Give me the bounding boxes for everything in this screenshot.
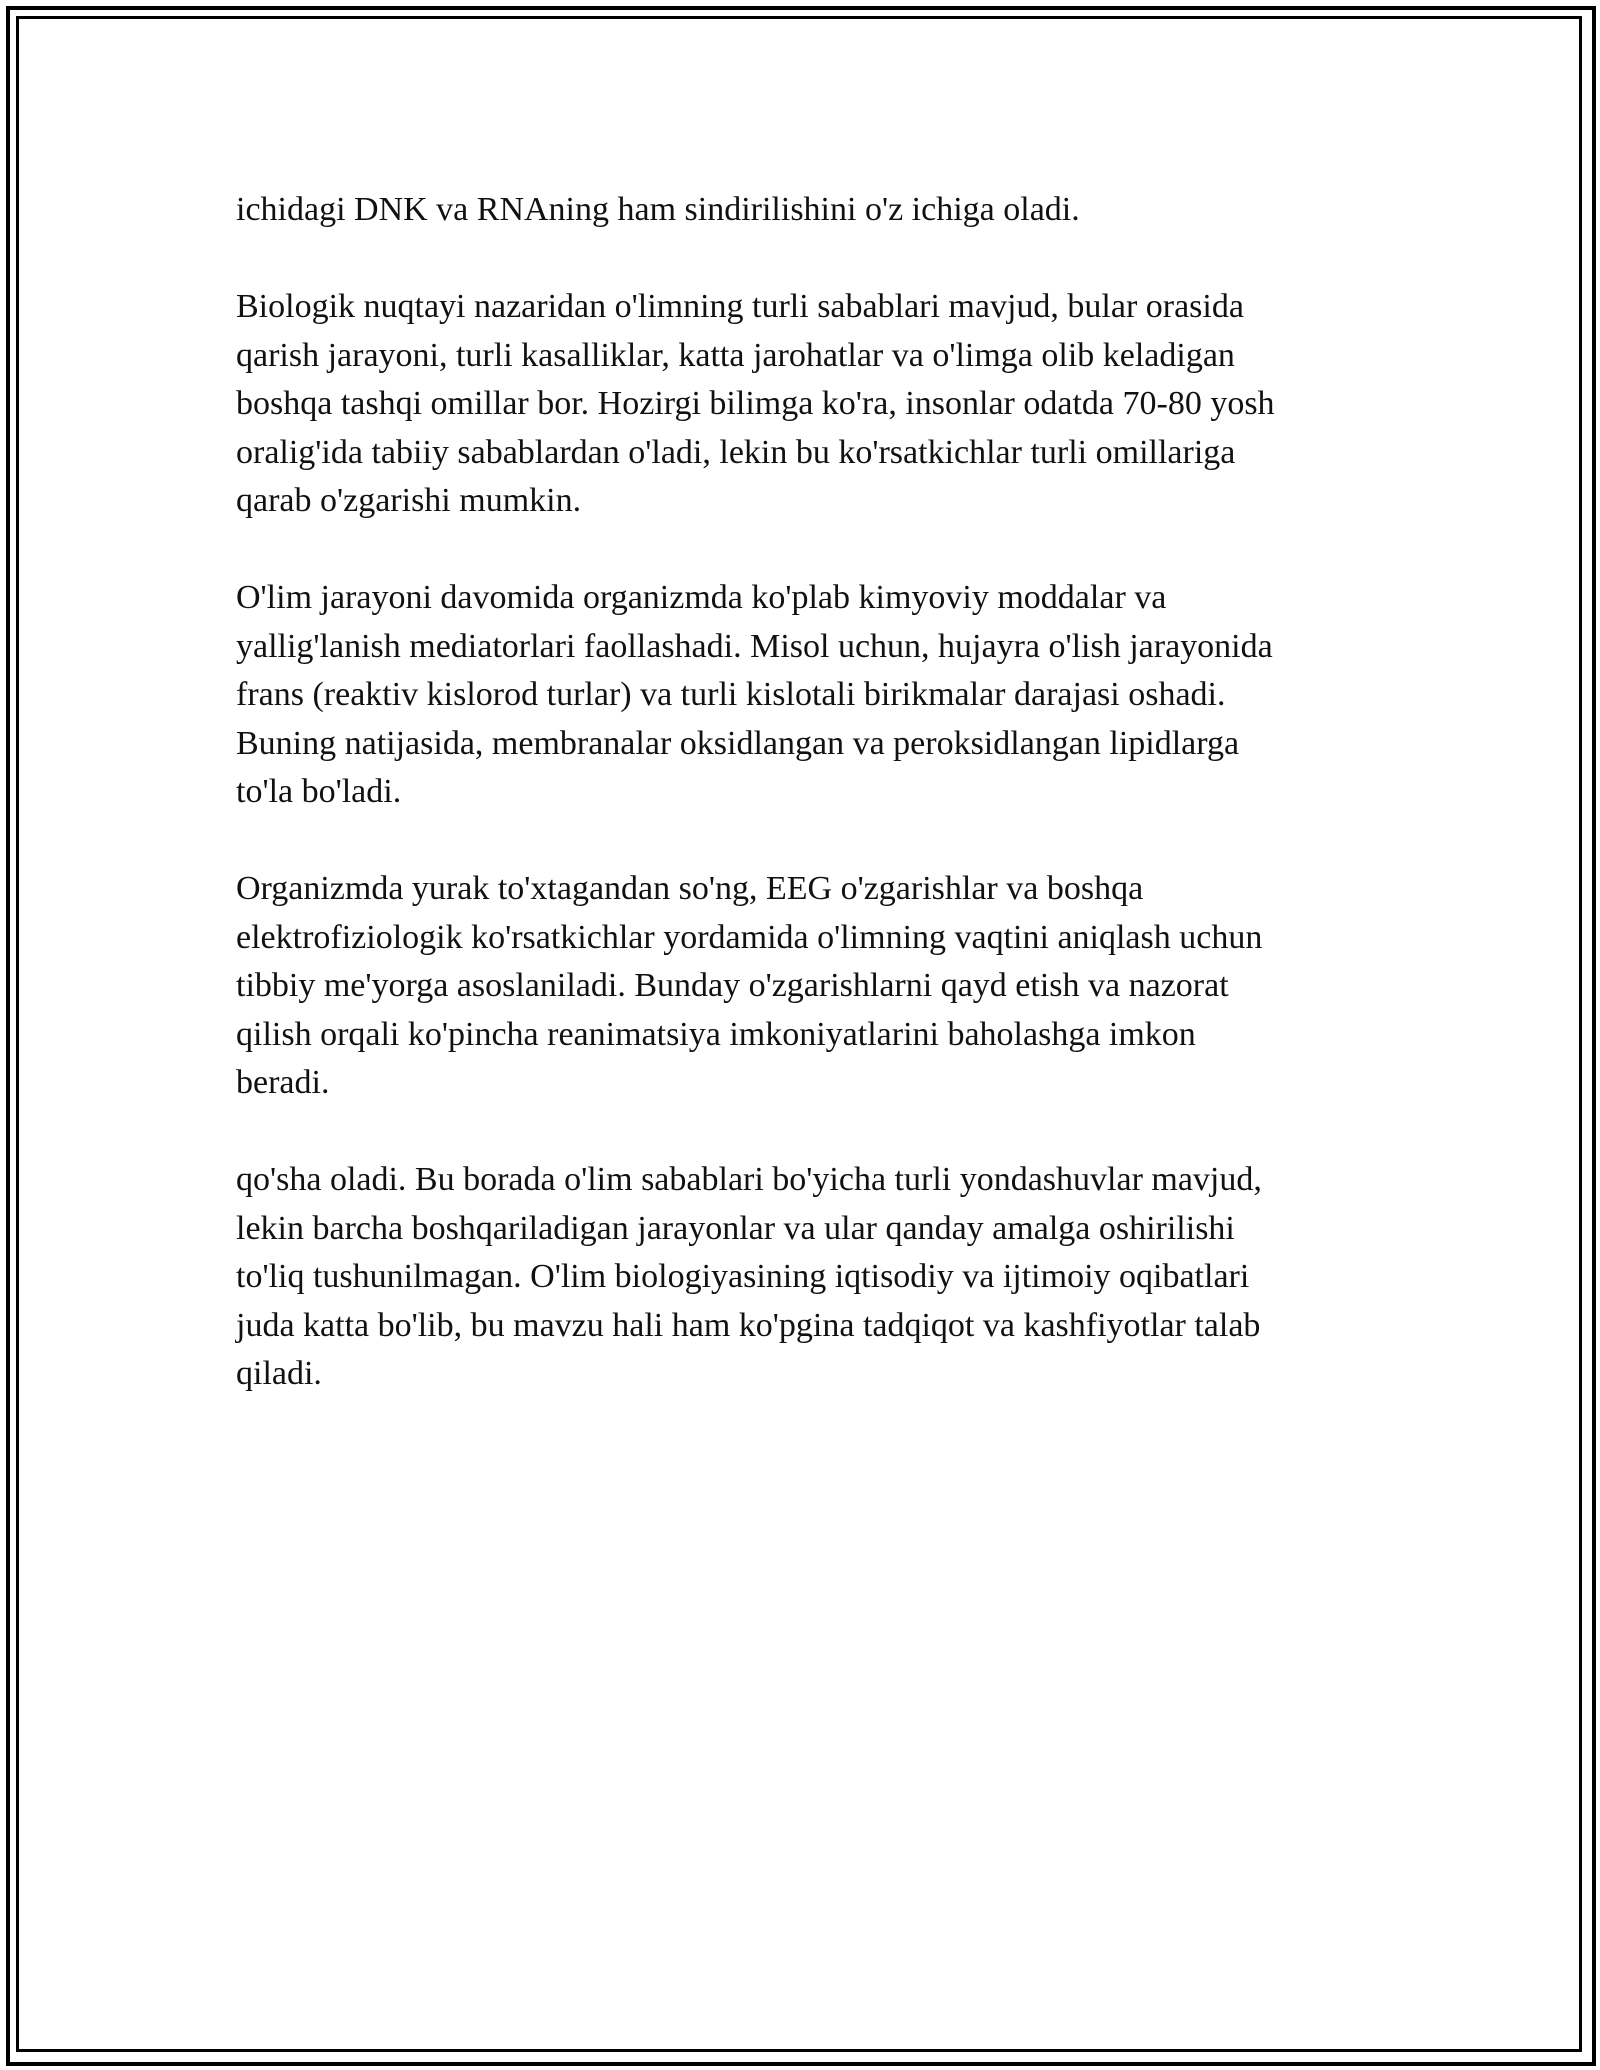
text-line: lekin barcha boshqariladigan jarayonlar va ular qanday amalga oshirilishi: [236, 1209, 1235, 1247]
text-line: O'lim jarayoni davomida organizmda ko'plab kimyoviy moddalar va: [236, 579, 1167, 616]
text-line: qo'sha oladi. Bu borada o'lim sabablari bo'yicha turli yondashuvlar mavjud,: [236, 1161, 1262, 1198]
paragraph-2: [236, 283, 1366, 526]
document-body: [236, 186, 1366, 1447]
paragraph-3: [236, 574, 1366, 817]
text-line: to'liq tushunilmagan. O'lim biologiyasining iqtisodiy va ijtimoiy oqibatlari: [236, 1258, 1250, 1295]
paragraph-5: [236, 1156, 1366, 1399]
text-line: juda katta bo'lib, bu mavzu hali ham ko'pgina tadqiqot va kashfiyotlar talab: [236, 1306, 1261, 1344]
text-line: yallig'lanish mediatorlari faollashadi. Misol uchun, hujayra o'lish jarayonida: [236, 627, 1273, 665]
text-line: Biologik nuqtayi nazaridan o'limning turli sabablari mavjud, bular orasida: [236, 288, 1244, 325]
text-line: boshqa tashqi omillar bor. Hozirgi bilimga ko'ra, insonlar odatda 70-80 yosh: [236, 385, 1275, 422]
text-line: to'la bo'ladi.: [236, 773, 402, 810]
text-line: qilish orqali ko'pincha reanimatsiya imkoniyatlarini baholashga imkon: [236, 1015, 1196, 1053]
text-line: Buning natijasida, membranalar oksidlangan va peroksidlangan lipidlarga: [236, 724, 1240, 762]
text-line: Organizmda yurak to'xtagandan so'ng, EEG o'zgarishlar va boshqa: [236, 870, 1144, 907]
paragraph-4: [236, 865, 1366, 1108]
text-line: elektrofiziologik ko'rsatkichlar yordamida o'limning vaqtini aniqlash uchun: [236, 918, 1263, 956]
text-line: ichidagi DNK va RNAning ham sindirilishini o'z ichiga oladi.: [236, 191, 1080, 228]
text-line: frans (reaktiv kislorod turlar) va turli kislotali birikmalar darajasi oshadi.: [236, 676, 1226, 713]
text-line: qiladi.: [236, 1355, 322, 1392]
text-line: oralig'ida tabiiy sabablardan o'ladi, lekin bu ko'rsatkichlar turli omillariga: [236, 433, 1236, 471]
text-line: tibbiy me'yorga asoslaniladi. Bunday o'zgarishlarni qayd etish va nazorat: [236, 967, 1229, 1004]
text-line: qarish jarayoni, turli kasalliklar, katta jarohatlar va o'limga olib keladigan: [236, 336, 1235, 374]
text-line: qarab o'zgarishi mumkin.: [236, 482, 582, 519]
paragraph-1: [236, 186, 1366, 235]
text-line: beradi.: [236, 1064, 330, 1101]
